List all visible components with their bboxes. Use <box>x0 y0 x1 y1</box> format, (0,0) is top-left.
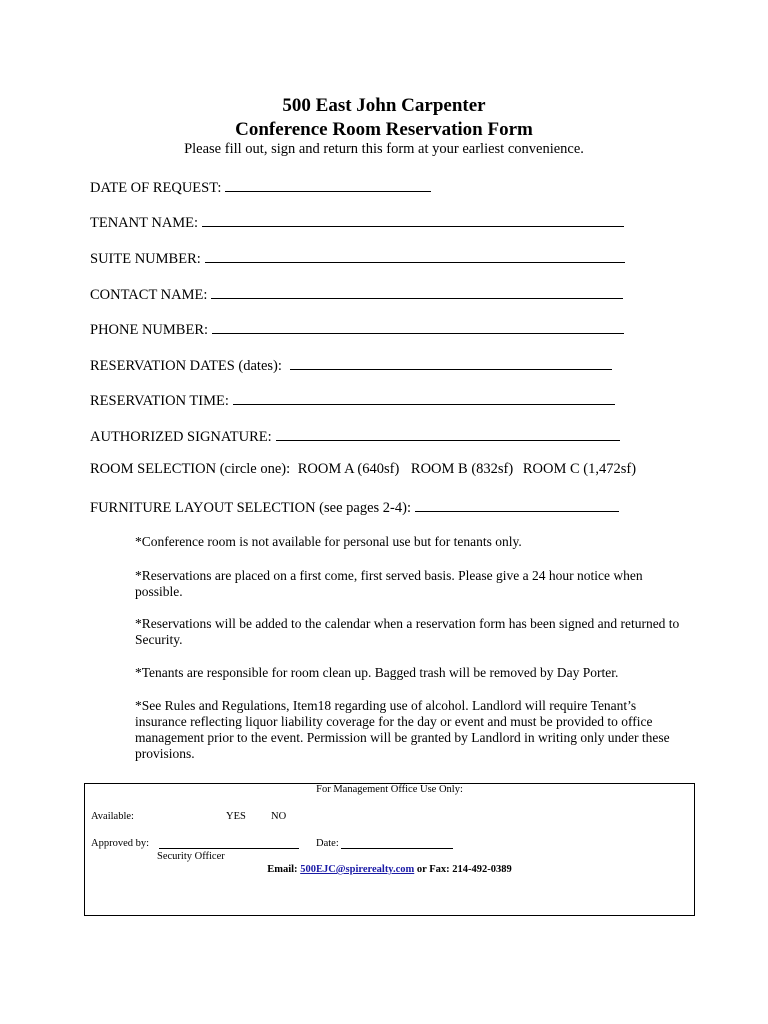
phone-number-blank[interactable] <box>212 319 624 334</box>
room-c-option[interactable]: ROOM C (1,472sf) <box>522 461 637 477</box>
reservation-dates-field <box>90 355 612 375</box>
date-label: Date: <box>316 838 339 849</box>
date-of-request-field <box>90 177 431 197</box>
reservation-time-label: RESERVATION TIME: <box>90 393 229 409</box>
tenant-name-label: TENANT NAME: <box>90 215 199 231</box>
form-instructions: Please fill out, sign and return this form at your earliest convenience. <box>184 141 584 157</box>
office-use-heading: For Management Office Use Only: <box>316 784 463 795</box>
authorized-signature-field <box>90 426 620 446</box>
tenant-name-field <box>90 212 624 232</box>
authorized-signature-label: AUTHORIZED SIGNATURE: <box>90 429 272 445</box>
room-a-option[interactable]: ROOM A (640sf) <box>297 461 400 477</box>
suite-number-blank[interactable] <box>205 248 625 263</box>
note-personal-use: *Conference room is not available for personal use but for tenants only. <box>135 534 522 549</box>
note-calendar: *Reservations will be added to the calendar when a reservation form has been signed and returned to Security. <box>135 616 680 647</box>
contact-line <box>85 864 694 875</box>
note-clean-up: *Tenants are responsible for room clean up. Bagged trash will be removed by Day Porter. <box>135 665 619 680</box>
room-selection-field <box>90 461 636 478</box>
security-officer-label: Security Officer <box>157 851 225 862</box>
authorized-signature-blank[interactable] <box>276 426 620 441</box>
building-title: 500 East John Carpenter <box>282 95 486 116</box>
phone-number-label: PHONE NUMBER: <box>90 322 209 338</box>
yes-option[interactable]: YES <box>226 811 246 822</box>
phone-number-field <box>90 319 624 339</box>
reservation-time-field <box>90 390 615 410</box>
management-office-box <box>84 783 695 916</box>
email-label: Email: <box>267 864 298 875</box>
date-blank[interactable] <box>341 848 453 849</box>
contact-name-label: CONTACT NAME: <box>90 287 208 303</box>
suite-number-label: SUITE NUMBER: <box>90 251 201 267</box>
furniture-layout-blank[interactable] <box>415 497 619 512</box>
room-b-option[interactable]: ROOM B (832sf) <box>410 461 514 477</box>
approved-by-blank[interactable] <box>159 848 299 849</box>
note-first-come: *Reservations are placed on a first come, first served basis. Please give a 24 hour notice when possible. <box>135 568 643 599</box>
tenant-name-blank[interactable] <box>202 212 624 227</box>
form-title: Conference Room Reservation Form <box>235 119 533 140</box>
contact-name-blank[interactable] <box>211 284 623 299</box>
room-selection-label: ROOM SELECTION (circle one): <box>90 461 291 477</box>
date-of-request-label: DATE OF REQUEST: <box>90 180 222 196</box>
contact-name-field <box>90 284 623 304</box>
furniture-layout-field <box>90 497 619 517</box>
furniture-layout-label: FURNITURE LAYOUT SELECTION (see pages 2-4): <box>90 500 411 516</box>
available-label: Available: <box>91 811 134 822</box>
no-option[interactable]: NO <box>271 811 287 822</box>
reservation-dates-label: RESERVATION DATES (dates): <box>90 358 282 374</box>
date-of-request-blank[interactable] <box>225 177 431 192</box>
note-alcohol: *See Rules and Regulations, Item18 regarding use of alcohol. Landlord will require Tenant’s insurance reflecting liquor liability coverage for the day or event and must be provided to office management prior to the event. Permission will be granted by Landlord in writing only under these provisions. <box>135 698 670 761</box>
suite-number-field <box>90 248 625 268</box>
approved-by-label: Approved by: <box>91 838 150 849</box>
fax-text: or Fax: 214-492-0389 <box>414 864 512 875</box>
email-link[interactable]: 500EJC@spirerealty.com <box>300 864 415 875</box>
reservation-dates-blank[interactable] <box>290 355 612 370</box>
reservation-time-blank[interactable] <box>233 390 615 405</box>
